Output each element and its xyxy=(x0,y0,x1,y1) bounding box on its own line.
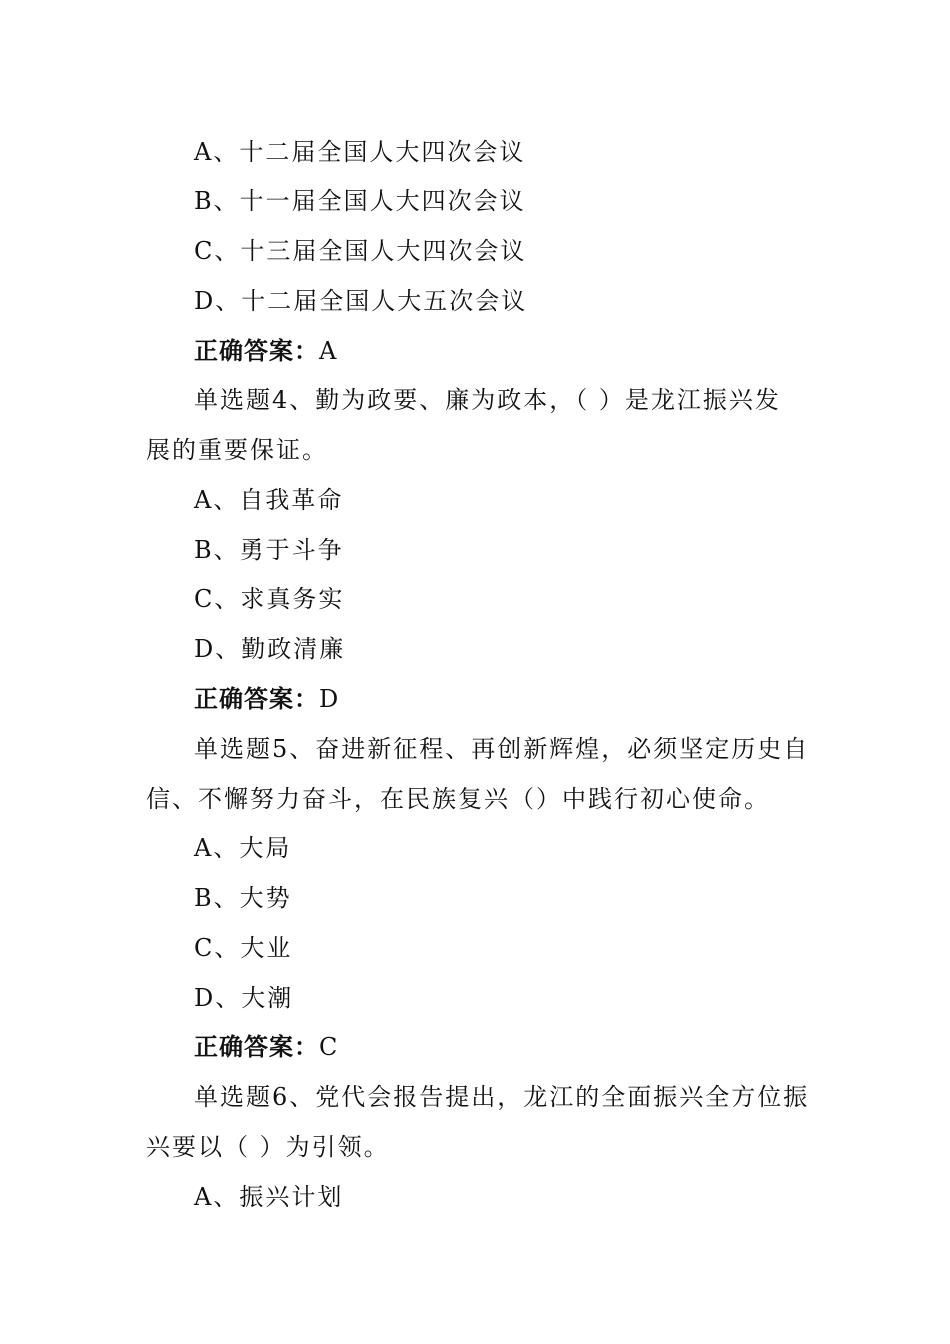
q3-option-c: C、十三届全国人大四次会议 xyxy=(194,237,527,265)
q6-question-line2: 兴要以（ ）为引领。 xyxy=(146,1133,390,1161)
q3-answer-value: A xyxy=(319,337,339,365)
q4-option-b: B、勇于斗争 xyxy=(194,536,344,564)
q4-option-d: D、勤政清廉 xyxy=(194,635,346,663)
q6-option-a: A、振兴计划 xyxy=(194,1183,344,1211)
q4-question-line1: 单选题4、勤为政要、廉为政本，（ ）是龙江振兴发 xyxy=(194,386,781,414)
q3-option-d: D、十二届全国人大五次会议 xyxy=(194,287,528,315)
q3-answer xyxy=(194,335,854,367)
q4-option-c: C、求真务实 xyxy=(194,585,345,613)
q5-option-b: B、大势 xyxy=(194,884,292,912)
q4-question-line2: 展的重要保证。 xyxy=(146,436,328,464)
q4-answer-label: 正确答案： xyxy=(194,685,319,713)
q5-answer xyxy=(194,1031,854,1063)
q5-option-c: C、大业 xyxy=(194,934,293,962)
q3-option-a: A、十二届全国人大四次会议 xyxy=(194,138,526,166)
q4-answer-value: D xyxy=(319,685,341,713)
q5-answer-label: 正确答案： xyxy=(194,1033,319,1061)
q5-option-d: D、大潮 xyxy=(194,984,294,1012)
q6-question-line1: 单选题6、党代会报告提出，龙江的全面振兴全方位振 xyxy=(194,1083,810,1111)
q3-option-b: B、十一届全国人大四次会议 xyxy=(194,187,526,215)
q4-option-a: A、自我革命 xyxy=(194,486,344,514)
q3-answer-label: 正确答案： xyxy=(194,337,319,365)
q5-option-a: A、大局 xyxy=(194,834,292,862)
q5-question-line1: 单选题5、奋进新征程、再创新辉煌，必须坚定历史自 xyxy=(194,735,810,763)
q4-answer xyxy=(194,683,854,715)
q5-answer-value: C xyxy=(319,1033,340,1061)
q5-question-line2: 信、不懈努力奋斗，在民族复兴（）中践行初心使命。 xyxy=(146,785,770,813)
